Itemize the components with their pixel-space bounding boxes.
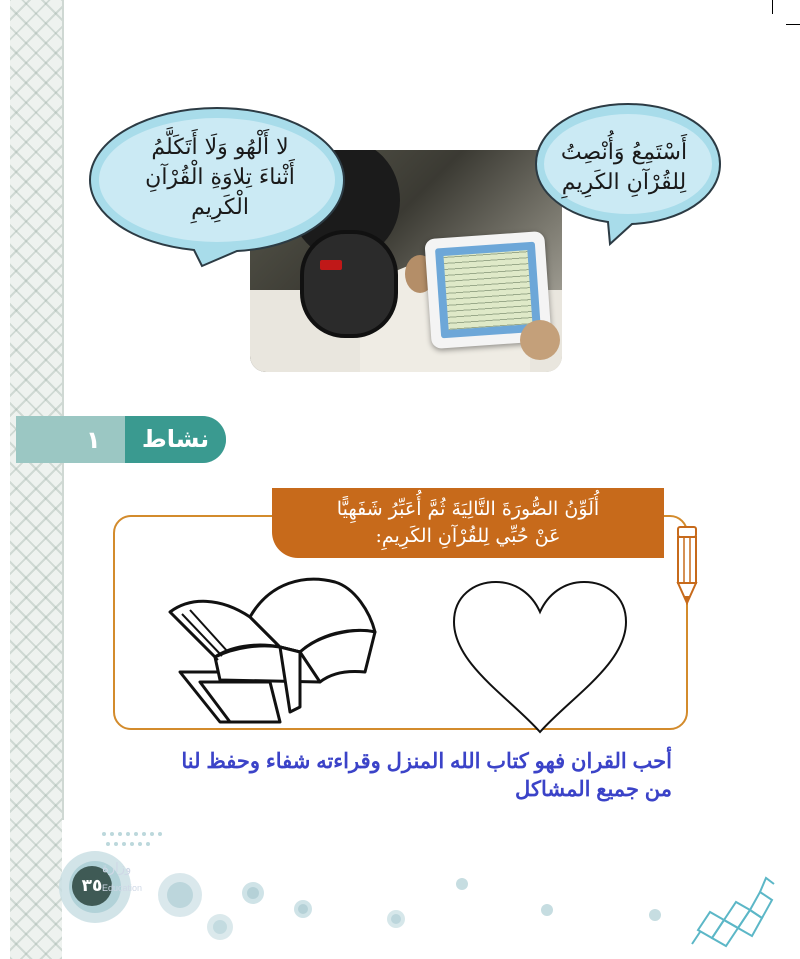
student-answer bbox=[90, 748, 672, 804]
activity-instruction bbox=[272, 488, 664, 558]
answer-line: من جميع المشاكل bbox=[515, 778, 672, 801]
flower-ornament bbox=[155, 870, 205, 920]
bubble-left-line: الْكَرِيمِ bbox=[191, 195, 249, 220]
bubble-left-line: أَثْناءَ تِلاوَةِ الْقُرْآنِ bbox=[145, 165, 295, 190]
ministry-logo-text: وزارة bbox=[102, 860, 132, 875]
bubble-left-text bbox=[120, 133, 320, 223]
heart-drawing bbox=[450, 578, 630, 738]
flower-ornament bbox=[292, 898, 314, 920]
flower-ornament bbox=[648, 908, 662, 922]
flower-ornament bbox=[455, 877, 469, 891]
geometric-ornament bbox=[688, 870, 778, 950]
answer-line: أحب القران فهو كتاب الله المنزل وقراءته شفاء وحفظ لنا bbox=[181, 750, 672, 773]
page-number: ٣٥ bbox=[72, 866, 112, 906]
dots-ornament bbox=[98, 828, 188, 852]
bubble-left-line: لا أَلْهُو وَلَا أَتَكَلَّمُ bbox=[151, 135, 289, 160]
activity-label: نشاط bbox=[125, 416, 226, 463]
instruction-line: أُلَوِّنُ الصُّورَةَ التَّالِيَةَ ثُمَّ أُعَبِّرُ شَفَهِيًّا bbox=[336, 498, 600, 520]
crop-mark bbox=[772, 0, 773, 14]
flower-ornament bbox=[240, 880, 266, 906]
crop-mark bbox=[786, 24, 800, 25]
instruction-line: عَنْ حُبِّي لِلقُرْآنِ الكَرِيمِ: bbox=[375, 525, 561, 547]
bubble-right-line: أَسْتَمِعُ وَأُنْصِتُ bbox=[560, 140, 688, 165]
bubble-right-text bbox=[540, 138, 708, 198]
activity-number: ١ bbox=[86, 426, 101, 454]
quran-stand-drawing bbox=[160, 572, 385, 727]
side-pattern-border bbox=[62, 0, 64, 820]
flower-ornament bbox=[385, 908, 407, 930]
pencil-icon bbox=[674, 525, 700, 605]
flower-ornament bbox=[205, 912, 235, 942]
flower-ornament bbox=[540, 903, 554, 917]
side-pattern bbox=[10, 0, 62, 959]
bubble-right-line: لِلقُرْآنِ الكَرِيمِ bbox=[561, 170, 687, 195]
ministry-logo-subtext: Education bbox=[102, 883, 143, 893]
